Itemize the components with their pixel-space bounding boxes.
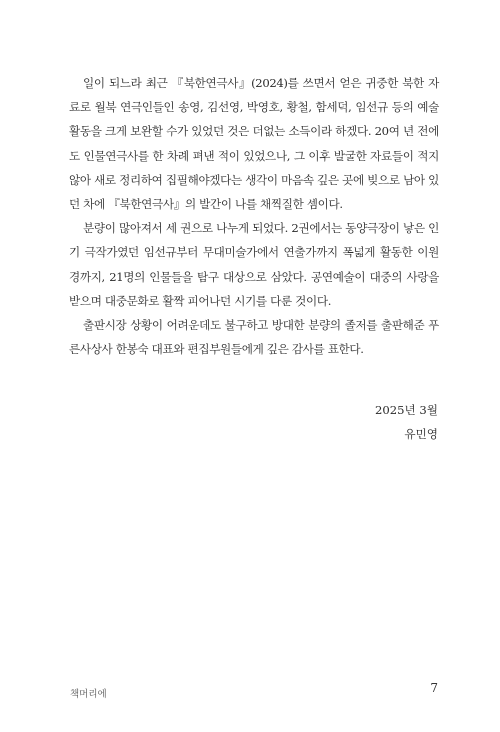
paragraph-2: 분량이 많아져서 세 권으로 나누게 되었다. 2권에서는 동양극장이 낳은 인기 극작가였던 임선규부터 무대미술가에서 연출가까지 폭넓게 활동한 이원경까지, 21명의 인물들을 탐구 대상으로 삼았다. 공연예술이 대중의 사랑을 받으며 대중문화로 활짝 피어나던 시기를 다룬 것이다. xyxy=(69,221,439,308)
preface-body xyxy=(69,71,439,361)
page-number: 7 xyxy=(430,681,438,695)
paragraph-3: 출판시장 상황이 어려운데도 불구하고 방대한 분량의 졸저를 출판해준 푸른사상사 한봉숙 대표와 편집부원들에게 깊은 감사를 표한다. xyxy=(69,318,439,357)
running-footer-title: 책머리에 xyxy=(70,689,107,700)
paragraph-1: 일이 되느라 최근 『북한연극사』(2024)를 쓰면서 얻은 귀중한 북한 자료로 월북 연극인들인 송영, 김선영, 박영호, 황철, 함세덕, 임선규 등의 예술 활동을 크게 보완할 수가 있었던 것은 더없는 소득이라 하겠다. 20여 년 전에도 인물연극사를 한 차례 펴낸 적이 있었으나, 그 이후 발굴한 자료들이 적지 않아 새로 정리하여 집필해야겠다는 생각이 마음속 깊은 곳에 빚으로 남아 있던 차에 『북한연극사』의 발간이 나를 채찍질한 셈이다. xyxy=(69,76,439,212)
signature-author: 유민영 xyxy=(404,427,438,441)
signature-date: 2025년 3월 xyxy=(375,403,438,417)
signature-block xyxy=(375,398,438,446)
